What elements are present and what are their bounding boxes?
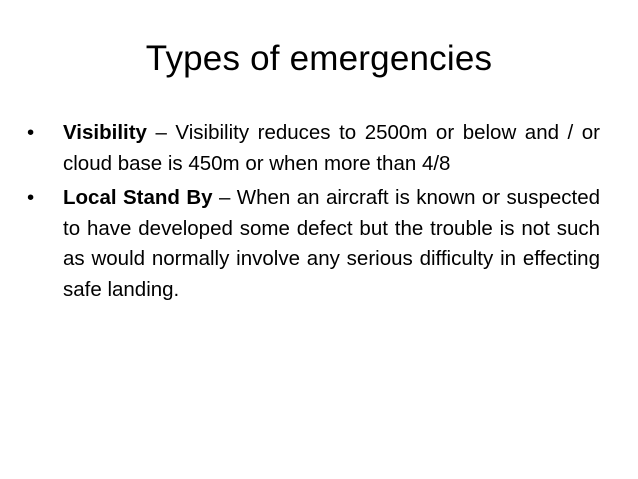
bullet-term-local-stand-by: Local Stand By <box>63 186 213 209</box>
bullet-icon: • <box>27 121 35 144</box>
bullet-term-visibility: Visibility <box>63 121 147 144</box>
slide-title: Types of emergencies <box>145 39 493 78</box>
bullet-local-stand-by <box>22 183 600 305</box>
bullet-icon: • <box>27 186 35 209</box>
bullet-list <box>22 118 600 309</box>
bullet-text-local-stand-by: – When an aircraft is known or suspected to have developed some defect but the trouble is not such as would normally involve any serious difficulty in effecting safe landing. <box>63 186 600 301</box>
bullet-visibility <box>22 118 600 179</box>
bullet-text-visibility: – Visibility reduces to 2500m or below and / or cloud base is 450m or when more than 4/8 <box>63 121 600 175</box>
